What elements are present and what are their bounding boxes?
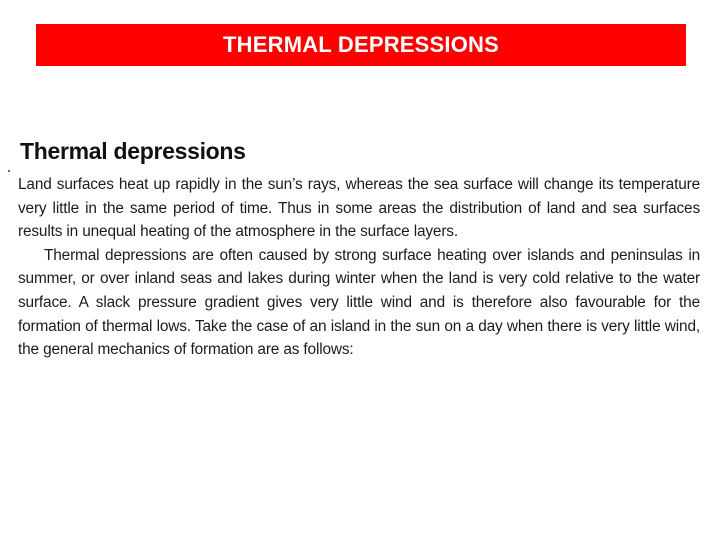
title-banner — [36, 24, 686, 66]
scan-speck — [8, 170, 10, 172]
section-heading: Thermal depressions — [20, 138, 246, 164]
section-body — [18, 173, 700, 362]
slide-title: THERMAL DEPRESSIONS — [223, 32, 499, 57]
paragraph-2: Thermal depressions are often caused by strong surface heating over islands and peninsulas in summer, or over inland seas and lakes during winter when the land is very cold relative to the water surface. A slack pressure gradient gives very little wind and is therefore also favourable for the formation of thermal lows. Take the case of an island in the sun on a day when there is very little wind, the general mechanics of formation are as follows: — [18, 246, 700, 359]
scanned-text-image — [14, 138, 700, 438]
paragraph-1: Land surfaces heat up rapidly in the sun’s rays, whereas the sea surface will change its temperature very little in the same period of time. Thus in some areas the distribution of land and sea surfaces results in unequal heating of the atmosphere in the surface layers. — [18, 176, 700, 241]
